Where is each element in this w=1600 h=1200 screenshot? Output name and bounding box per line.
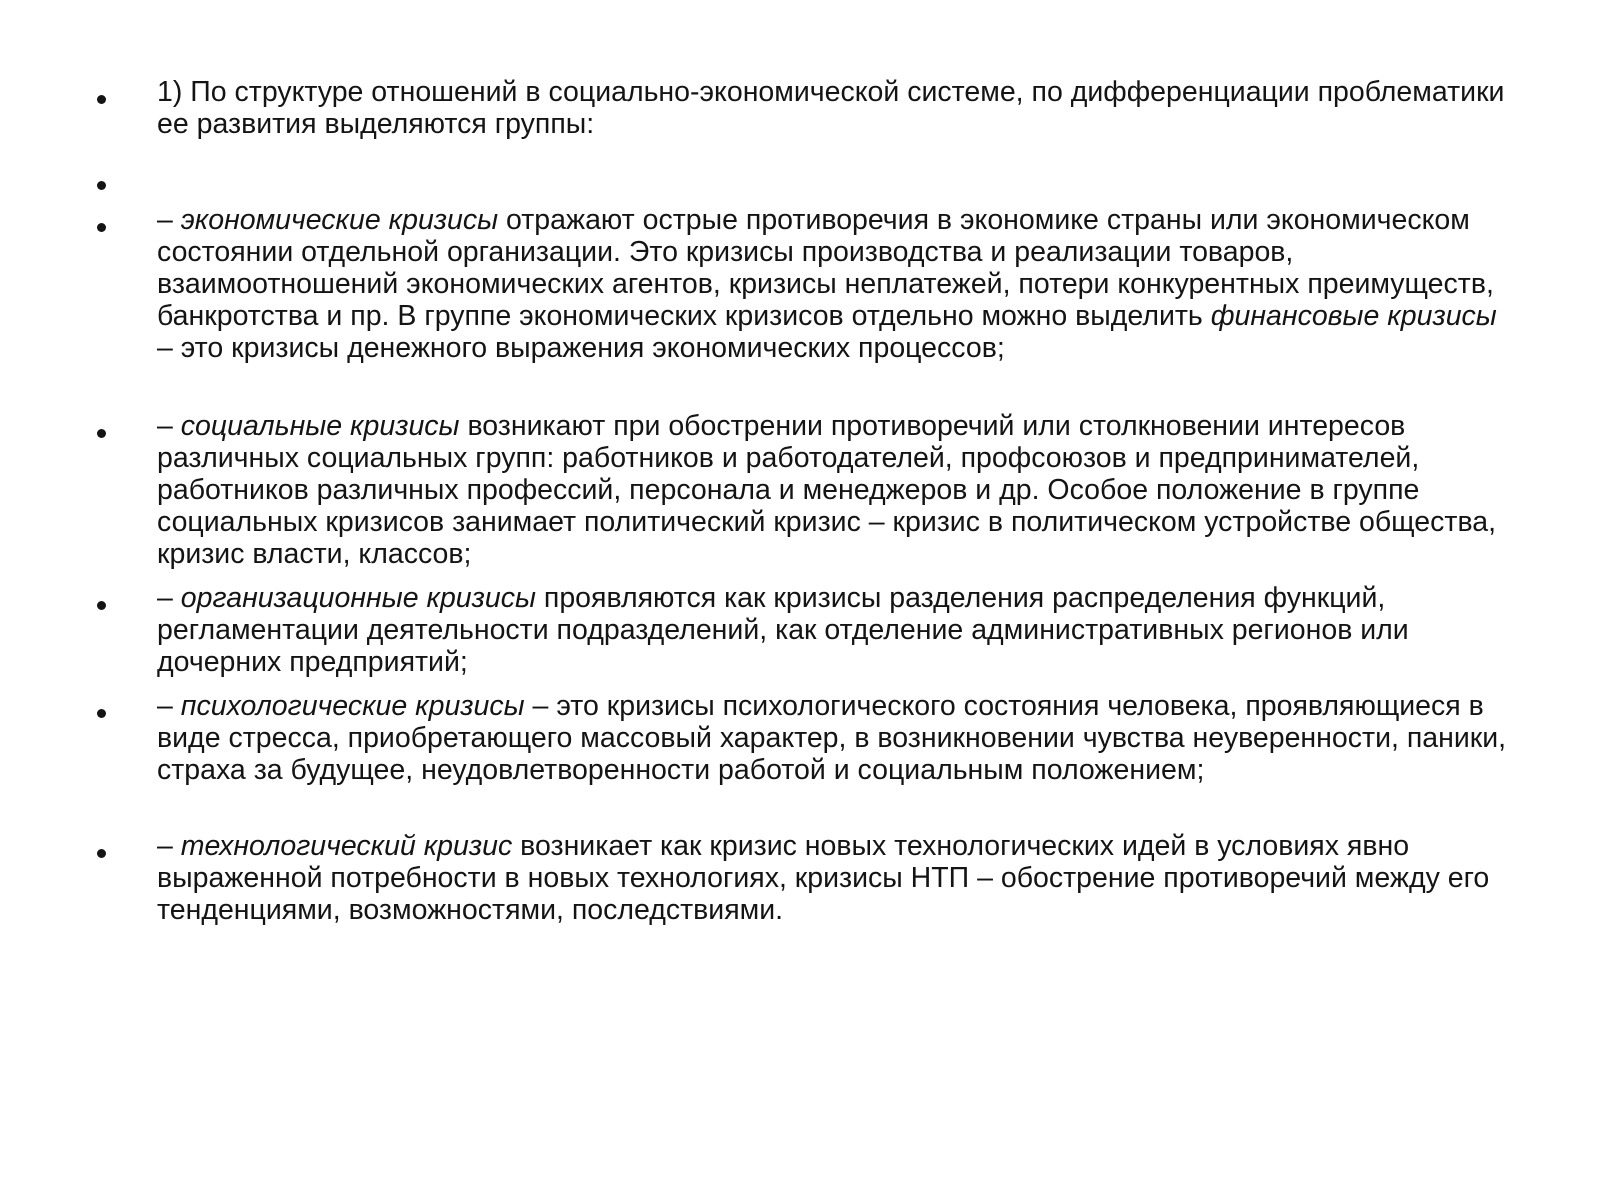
item-text: – это кризисы психологического состояния человека, проявляющиеся в виде стресса, приобретающего массовый характер, в возникновении чувства неуверенности, паники, страха за будущее, неудовлетворенности работой и социальным положением; bbox=[157, 690, 1507, 786]
item-term: психологические кризисы bbox=[180, 690, 525, 722]
item-lead: – bbox=[157, 830, 181, 862]
bullet-list bbox=[0, 76, 1600, 938]
item-term: организационные кризисы bbox=[180, 582, 536, 614]
list-item bbox=[0, 410, 1600, 582]
list-item bbox=[0, 690, 1600, 830]
list-item bbox=[0, 830, 1600, 938]
bullet-icon bbox=[97, 223, 106, 232]
bullet-icon bbox=[97, 95, 106, 104]
bullet-icon bbox=[97, 849, 106, 858]
item-term: социальные кризисы bbox=[180, 410, 460, 442]
item-term: экономические кризисы bbox=[180, 204, 499, 236]
bullet-icon bbox=[97, 601, 106, 610]
item-lead: – bbox=[157, 204, 181, 236]
item-text: отражают острые противоречия в экономике страны или экономическом состоянии отдельной организации. Это кризисы производства и реализации товаров, взаимоотношений экономических агентов, кризисы неплатежей, потери конкурентных преимуществ, банкротства и пр. В группе экономических кризисов отдельно можно выделить bbox=[157, 204, 1494, 332]
item-text: возникают при обострении противоречий или столкновении интересов различных социальных групп: работников и работодателей, профсоюзов и предпринимателей, работников различных профессий, персонала и менеджеров и др. Особое положение в группе социальных кризисов занимает политический кризис – кризис в политическом устройстве общества, кризис власти, классов; bbox=[157, 410, 1497, 570]
item-lead: – bbox=[157, 582, 181, 614]
bullet-icon bbox=[97, 429, 106, 438]
item-text-secondary: – это кризисы денежного выражения экономических процессов; bbox=[157, 332, 1005, 364]
item-lead: – bbox=[157, 690, 181, 722]
list-item bbox=[0, 76, 1600, 162]
item-text: 1) По структуре отношений в социально-экономической системе, по дифференциации проблематики ее развития выделяются группы: bbox=[157, 76, 1505, 140]
item-term: технологический кризис bbox=[180, 830, 513, 862]
item-lead: – bbox=[157, 410, 181, 442]
list-item bbox=[0, 204, 1600, 410]
item-text: проявляются как кризисы разделения распределения функций, регламентации деятельности подразделений, как отделение административных регионов или дочерних предприятий; bbox=[157, 582, 1409, 678]
item-text: возникает как кризис новых технологических идей в условиях явно выраженной потребности в новых технологиях, кризисы НТП – обострение противоречий между его тенденциями, возможностями, последствиями. bbox=[157, 830, 1490, 926]
bullet-icon bbox=[97, 181, 106, 190]
bullet-icon bbox=[97, 709, 106, 718]
list-item bbox=[0, 162, 1600, 204]
list-item bbox=[0, 582, 1600, 690]
item-term-secondary: финансовые кризисы bbox=[1210, 300, 1497, 332]
